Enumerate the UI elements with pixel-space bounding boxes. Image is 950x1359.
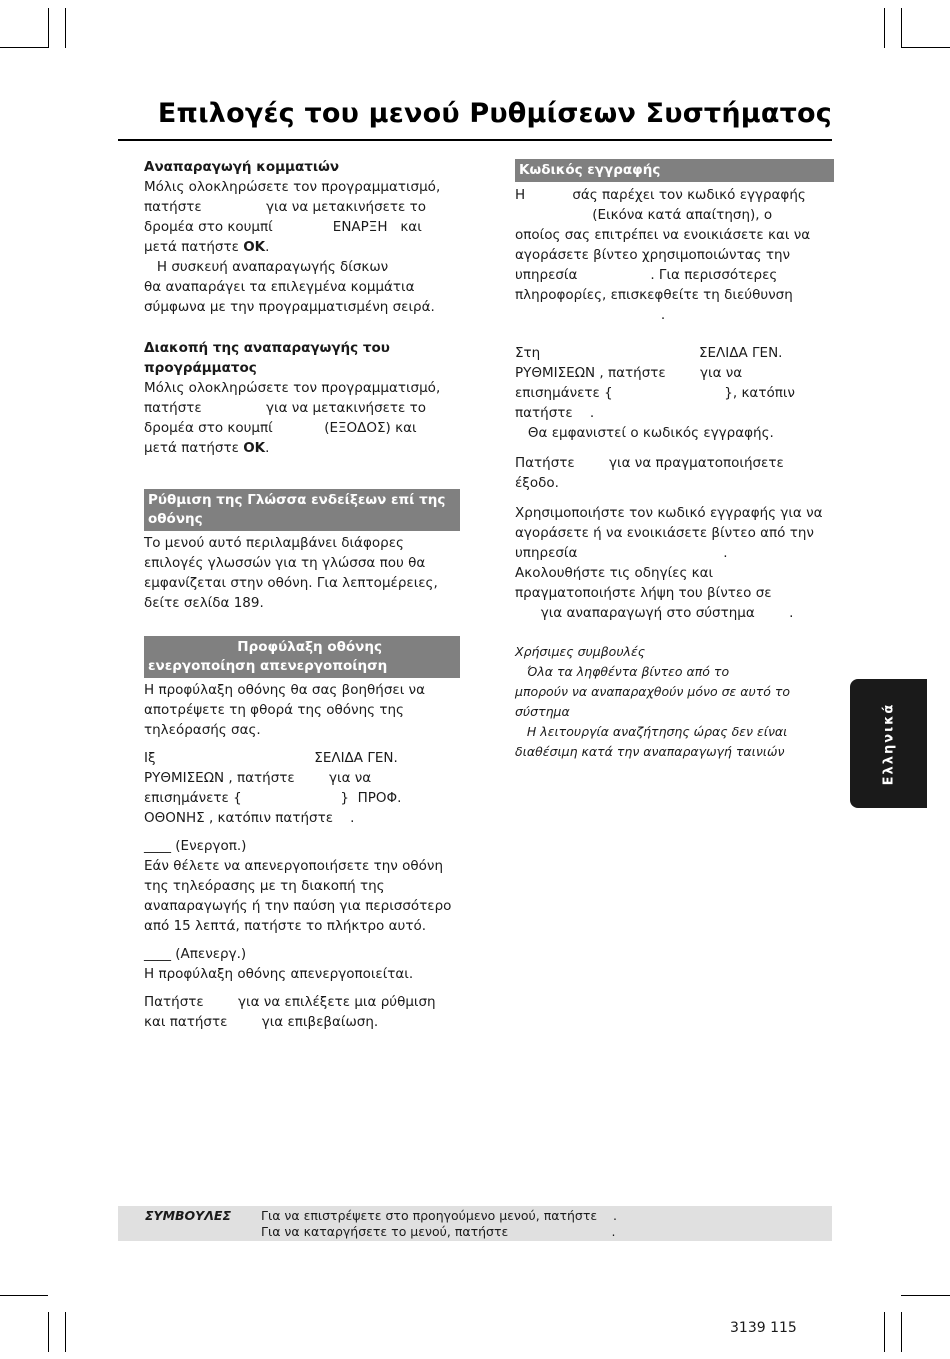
text-line: της τηλεόρασης με τη διακοπή της bbox=[144, 878, 385, 894]
text-line: Χρησιμοποιήστε τον κωδικό εγγραφής για να bbox=[515, 505, 823, 521]
text-line: Πατήστε για να επιλέξετε μια ρύθμιση bbox=[144, 994, 436, 1010]
footer-tips bbox=[118, 1206, 832, 1241]
text-line: ΟΘΟΝΗΣ , κατόπιν πατήστε . bbox=[144, 810, 355, 826]
text-line: ΡΥΘΜΙΣΕΩΝ , πατήστε για να bbox=[515, 365, 743, 381]
section-body bbox=[144, 944, 464, 984]
page-title: Επιλογές του μενού Ρυθμίσεων Συστήματος bbox=[157, 98, 832, 129]
crop-mark bbox=[884, 1312, 885, 1352]
text-line: μπορούν να αναπαραχθούν μόνο σε αυτό το bbox=[515, 684, 791, 699]
bar-title: ενεργοποίηση απενεργοποίηση bbox=[148, 658, 388, 674]
bar-title: Ρύθμιση της Γλώσσα ενδείξεων επί της bbox=[148, 492, 446, 508]
text-line: πατήστε . bbox=[515, 405, 595, 421]
text-line: για αναπαραγωγή στο σύστημα . bbox=[515, 605, 794, 621]
language-tab-label: Ελληνικά bbox=[881, 702, 896, 785]
section-bar bbox=[515, 159, 834, 182]
crop-mark bbox=[901, 47, 950, 48]
text-line: Η λειτουργία αναζήτησης ώρας δεν είναι bbox=[515, 724, 788, 739]
section-bar bbox=[144, 636, 460, 678]
section-body bbox=[144, 836, 464, 936]
text-line: αναπαραγωγής ή την παύση για περισσότερο bbox=[144, 898, 452, 914]
section-heading: Αναπαραγωγή κομματιών bbox=[144, 159, 340, 175]
text-line: ____ (Απενεργ.) bbox=[144, 946, 247, 962]
title-rule bbox=[118, 139, 832, 141]
text-line: Η συσκευή αναπαραγωγής δίσκων bbox=[144, 259, 389, 275]
text-line: Στη ΣΕΛΙΔΑ ΓΕΝ. bbox=[515, 345, 783, 361]
text-line: ____ (Ενεργοπ.) bbox=[144, 838, 247, 854]
text-line: πατήστε για να μετακινήσετε το bbox=[144, 400, 427, 416]
section-heading: Διακοπή της αναπαραγωγής του bbox=[144, 340, 390, 356]
text-line: υπηρεσία . Για περισσότερες bbox=[515, 267, 778, 283]
tips-label: ΣΥΜΒΟΥΛΕΣ bbox=[145, 1208, 231, 1223]
crop-mark bbox=[901, 1295, 950, 1296]
section-body bbox=[144, 748, 464, 828]
text-line: ΡΥΘΜΙΣΕΩΝ , πατήστε για να bbox=[144, 770, 372, 786]
text-line: Πατήστε για να πραγματοποιήσετε bbox=[515, 455, 784, 471]
tips-text bbox=[261, 1208, 617, 1240]
crop-mark bbox=[65, 8, 66, 48]
section-heading: προγράμματος bbox=[144, 360, 257, 376]
text-line: δρομέα στο κουμπί (ΕΞΟΔΟΣ) και bbox=[144, 420, 417, 436]
text-line: (Εικόνα κατά απαίτηση), ο bbox=[515, 207, 773, 223]
section-body bbox=[515, 185, 837, 325]
bar-title: οθόνης bbox=[148, 511, 203, 527]
text-line: Ακολουθήστε τις οδηγίες και bbox=[515, 565, 714, 581]
text-line: μετά πατήστε OK. bbox=[144, 239, 270, 255]
tips-heading: Χρήσιμες συμβουλές bbox=[515, 644, 646, 659]
tips-line: Για να επιστρέψετε στο προηγούμενο μενού, πατήστε . bbox=[261, 1208, 618, 1223]
text-line: επισημάνετε { }, κατόπιν bbox=[515, 385, 795, 401]
helpful-tips bbox=[515, 642, 837, 762]
bar-title: Προφύλαξη οθόνης bbox=[148, 639, 382, 655]
text-line: Η προφύλαξη οθόνης απενεργοποιείται. bbox=[144, 966, 414, 982]
section-body bbox=[144, 680, 464, 740]
text-line: έξοδο. bbox=[515, 475, 559, 491]
text-line: οποίος σας επιτρέπει να ενοικιάσετε και να bbox=[515, 227, 811, 243]
page-number: 3139 115 bbox=[730, 1320, 797, 1336]
text-line: μετά πατήστε OK. bbox=[144, 440, 270, 456]
text-line: επισημάνετε { } ΠΡΟΦ. bbox=[144, 790, 402, 806]
text-line: διαθέσιμη κατά την αναπαραγωγή ταινιών bbox=[515, 744, 785, 759]
text-line: Η σάς παρέχει τον κωδικό εγγραφής bbox=[515, 187, 806, 203]
crop-mark bbox=[884, 8, 885, 48]
section-body bbox=[515, 503, 837, 623]
text-line: δρομέα στο κουμπί ΕΝΑΡΞΗ και bbox=[144, 219, 422, 235]
text-line: από 15 λεπτά, πατήστε το πλήκτρο αυτό. bbox=[144, 918, 426, 934]
left-column bbox=[144, 157, 464, 1032]
text-line: σύστημα bbox=[515, 704, 570, 719]
section-body bbox=[144, 992, 464, 1032]
text-line: θα αναπαράγει τα επιλεγμένα κομμάτια bbox=[144, 279, 415, 295]
section-body bbox=[515, 453, 837, 493]
text-line: αγοράσετε ή να ενοικιάσετε βίντεο από την bbox=[515, 525, 814, 541]
text-line: Μόλις ολοκληρώσετε τον προγραμματισμό, bbox=[144, 380, 441, 396]
text-line: . bbox=[515, 307, 666, 323]
text-line: Ιξ ΣΕΛΙΔΑ ΓΕΝ. bbox=[144, 750, 398, 766]
tips-line: Για να καταργήσετε το μενού, πατήστε . bbox=[261, 1224, 616, 1239]
text-line: δείτε σελίδα 189. bbox=[144, 595, 264, 611]
text-line: πραγματοποιήστε λήψη του βίντεο σε bbox=[515, 585, 772, 601]
section-body bbox=[144, 177, 464, 317]
crop-mark bbox=[0, 47, 48, 48]
text-line: υπηρεσία . bbox=[515, 545, 728, 561]
crop-mark bbox=[901, 8, 902, 48]
text-line: αποτρέψετε τη φθορά της οθόνης της bbox=[144, 702, 404, 718]
crop-mark bbox=[901, 1312, 902, 1352]
crop-mark bbox=[48, 1312, 49, 1352]
text-line: τηλεόρασής σας. bbox=[144, 722, 261, 738]
text-line: Θα εμφανιστεί ο κωδικός εγγραφής. bbox=[515, 425, 774, 441]
text-line: εμφανίζεται στην οθόνη. Για λεπτομέρειες, bbox=[144, 575, 438, 591]
section-body bbox=[144, 533, 464, 613]
text-line: σύμφωνα με την προγραμματισμένη σειρά. bbox=[144, 299, 435, 315]
text-line: Μόλις ολοκληρώσετε τον προγραμματισμό, bbox=[144, 179, 441, 195]
bar-title: Κωδικός εγγραφής bbox=[519, 162, 661, 178]
text-line: επιλογές γλωσσών για τη γλώσσα που θα bbox=[144, 555, 426, 571]
text-line: Εάν θέλετε να απενεργοποιήσετε την οθόνη bbox=[144, 858, 444, 874]
text-line: πληροφορίες, επισκεφθείτε τη διεύθυνση bbox=[515, 287, 793, 303]
section-body bbox=[144, 378, 464, 458]
text-line: αγοράσετε βίντεο χρησιμοποιώντας την bbox=[515, 247, 791, 263]
text-line: Όλα τα ληφθέντα βίντεο από το bbox=[515, 664, 730, 679]
section-body bbox=[515, 343, 837, 443]
crop-mark bbox=[65, 1312, 66, 1352]
text-line: και πατήστε για επιβεβαίωση. bbox=[144, 1014, 379, 1030]
language-tab bbox=[850, 679, 927, 808]
text-line: Η προφύλαξη οθόνης θα σας βοηθήσει να bbox=[144, 682, 425, 698]
text-line: πατήστε για να μετακινήσετε το bbox=[144, 199, 427, 215]
right-column bbox=[515, 159, 837, 762]
section-bar bbox=[144, 489, 460, 531]
crop-mark bbox=[0, 1295, 48, 1296]
text-line: Το μενού αυτό περιλαμβάνει διάφορες bbox=[144, 535, 404, 551]
crop-mark bbox=[48, 8, 49, 48]
